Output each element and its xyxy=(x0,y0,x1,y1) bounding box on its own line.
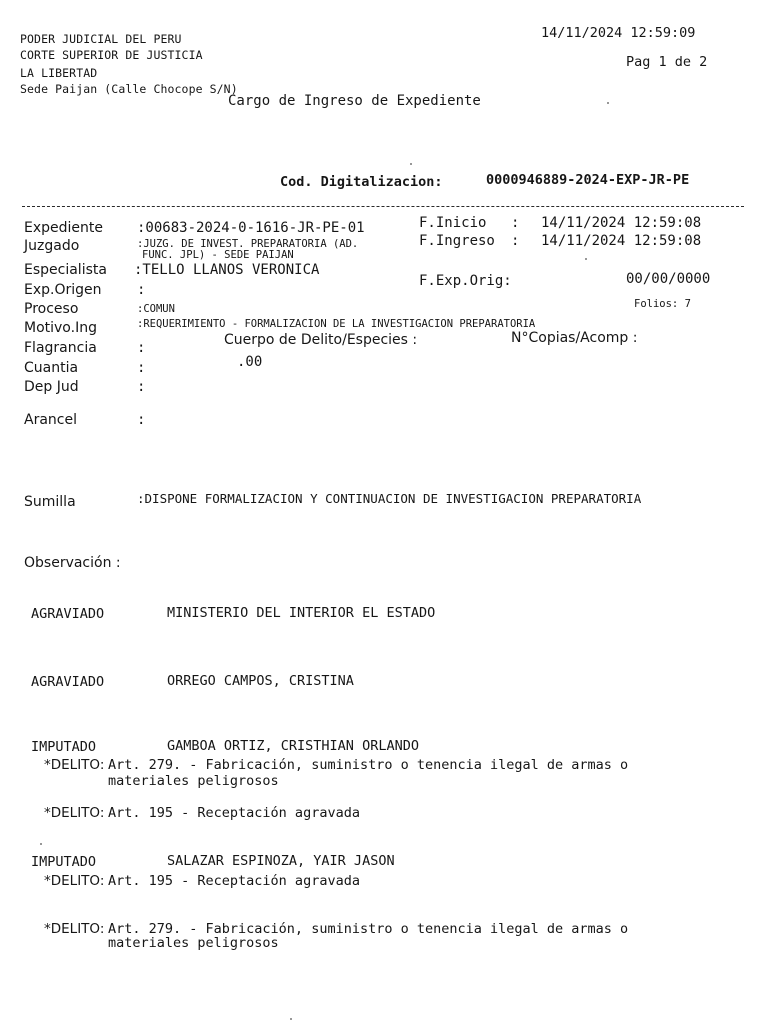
ncopias-label: N°Copias/Acomp : xyxy=(511,330,638,346)
page-indicator: Pag 1 de 2 xyxy=(626,54,708,70)
value-expediente: :00683-2024-0-1616-JR-PE-01 xyxy=(137,220,365,236)
delito-tag: *DELITO: xyxy=(44,873,105,889)
scan-speck xyxy=(40,843,42,845)
scan-speck xyxy=(585,258,587,260)
cod-digitalizacion-value: 0000946889-2024-EXP-JR-PE xyxy=(486,172,690,188)
value-dep-jud: : xyxy=(137,379,146,395)
sep-f-ingreso: : xyxy=(511,233,520,249)
cod-digitalizacion-label: Cod. Digitalizacion: xyxy=(280,174,443,190)
label-proceso: Proceso xyxy=(24,301,79,317)
label-arancel: Arancel xyxy=(24,412,77,428)
label-flagrancia: Flagrancia xyxy=(24,340,97,356)
value-f-exp-orig: 00/00/0000 xyxy=(626,271,711,287)
print-datetime: 14/11/2024 12:59:09 xyxy=(541,25,696,41)
value-especialista: :TELLO LLANOS VERONICA xyxy=(134,262,320,278)
delito-tag: *DELITO: xyxy=(44,757,105,773)
delito-text: Art. 195 - Receptación agravada xyxy=(108,805,360,821)
label-motivo-ing: Motivo.Ing xyxy=(24,320,97,336)
label-exp-origen: Exp.Origen xyxy=(24,282,102,298)
label-f-exp-orig: F.Exp.Orig: xyxy=(419,273,512,289)
value-juzgado-line2: FUNC. JPL) - SEDE PAIJAN xyxy=(142,249,294,261)
value-sumilla: :DISPONE FORMALIZACION Y CONTINUACION DE INVESTIGACION PREPARATORIA xyxy=(137,491,642,506)
party-role: IMPUTADO xyxy=(31,854,97,870)
cuerpo-delito-label: Cuerpo de Delito/Especies : xyxy=(224,332,418,348)
delito-text: Art. 279. - Fabricación, suministro o tenencia ilegal de armas o xyxy=(108,757,629,773)
value-juzgado-line1: :JUZG. DE INVEST. PREPARATORIA (AD. xyxy=(137,238,359,250)
dashed-divider xyxy=(22,206,744,207)
delito-text: Art. 195 - Receptación agravada xyxy=(108,873,360,889)
scan-speck xyxy=(290,1018,292,1020)
label-sumilla: Sumilla xyxy=(24,494,76,510)
document-title: Cargo de Ingreso de Expediente xyxy=(228,93,481,109)
delito-text: materiales peligrosos xyxy=(108,935,279,951)
value-f-inicio: 14/11/2024 12:59:08 xyxy=(541,215,702,231)
value-motivo-ing: :REQUERIMIENTO - FORMALIZACION DE LA INVESTIGACION PREPARATORIA xyxy=(137,318,536,330)
party-role: AGRAVIADO xyxy=(31,674,105,690)
party-name: MINISTERIO DEL INTERIOR EL ESTADO xyxy=(167,605,436,621)
party-name: GAMBOA ORTIZ, CRISTHIAN ORLANDO xyxy=(167,738,419,754)
label-observacion: Observación : xyxy=(24,555,121,571)
value-arancel: : xyxy=(137,412,146,428)
label-f-ingreso: F.Ingreso xyxy=(419,233,495,249)
scan-speck xyxy=(607,102,609,104)
label-especialista: Especialista xyxy=(24,262,107,278)
value-cuantia: : xyxy=(137,360,146,376)
party-role: IMPUTADO xyxy=(31,739,97,755)
label-f-inicio: F.Inicio xyxy=(419,215,487,231)
label-cuantia: Cuantia xyxy=(24,360,79,376)
label-juzgado: Juzgado xyxy=(24,238,80,254)
value-exp-origen: : xyxy=(137,282,146,298)
label-expediente: Expediente xyxy=(24,220,103,236)
delito-tag: *DELITO: xyxy=(44,805,105,821)
delito-text: Art. 279. - Fabricación, suministro o tenencia ilegal de armas o xyxy=(108,921,629,937)
delito-text: materiales peligrosos xyxy=(108,773,279,789)
party-name: SALAZAR ESPINOZA, YAIR JASON xyxy=(167,853,395,869)
value-flagrancia: : xyxy=(137,340,146,356)
value-proceso: :COMUN xyxy=(137,303,175,315)
org-line-2: CORTE SUPERIOR DE JUSTICIA xyxy=(20,48,203,62)
sep-f-inicio: : xyxy=(511,215,520,231)
scan-speck xyxy=(410,163,412,165)
value-f-ingreso: 14/11/2024 12:59:08 xyxy=(541,233,702,249)
org-line-3: LA LIBERTAD xyxy=(20,66,98,80)
org-line-1: PODER JUDICIAL DEL PERU xyxy=(20,32,182,46)
label-dep-jud: Dep Jud xyxy=(24,379,79,395)
org-line-4: Sede Paijan (Calle Chocope S/N) xyxy=(20,82,238,96)
cuantia-amount: .00 xyxy=(237,354,263,370)
party-role: AGRAVIADO xyxy=(31,606,105,622)
folios: Folios: 7 xyxy=(634,298,691,310)
delito-tag: *DELITO: xyxy=(44,921,105,937)
party-name: ORREGO CAMPOS, CRISTINA xyxy=(167,673,354,689)
